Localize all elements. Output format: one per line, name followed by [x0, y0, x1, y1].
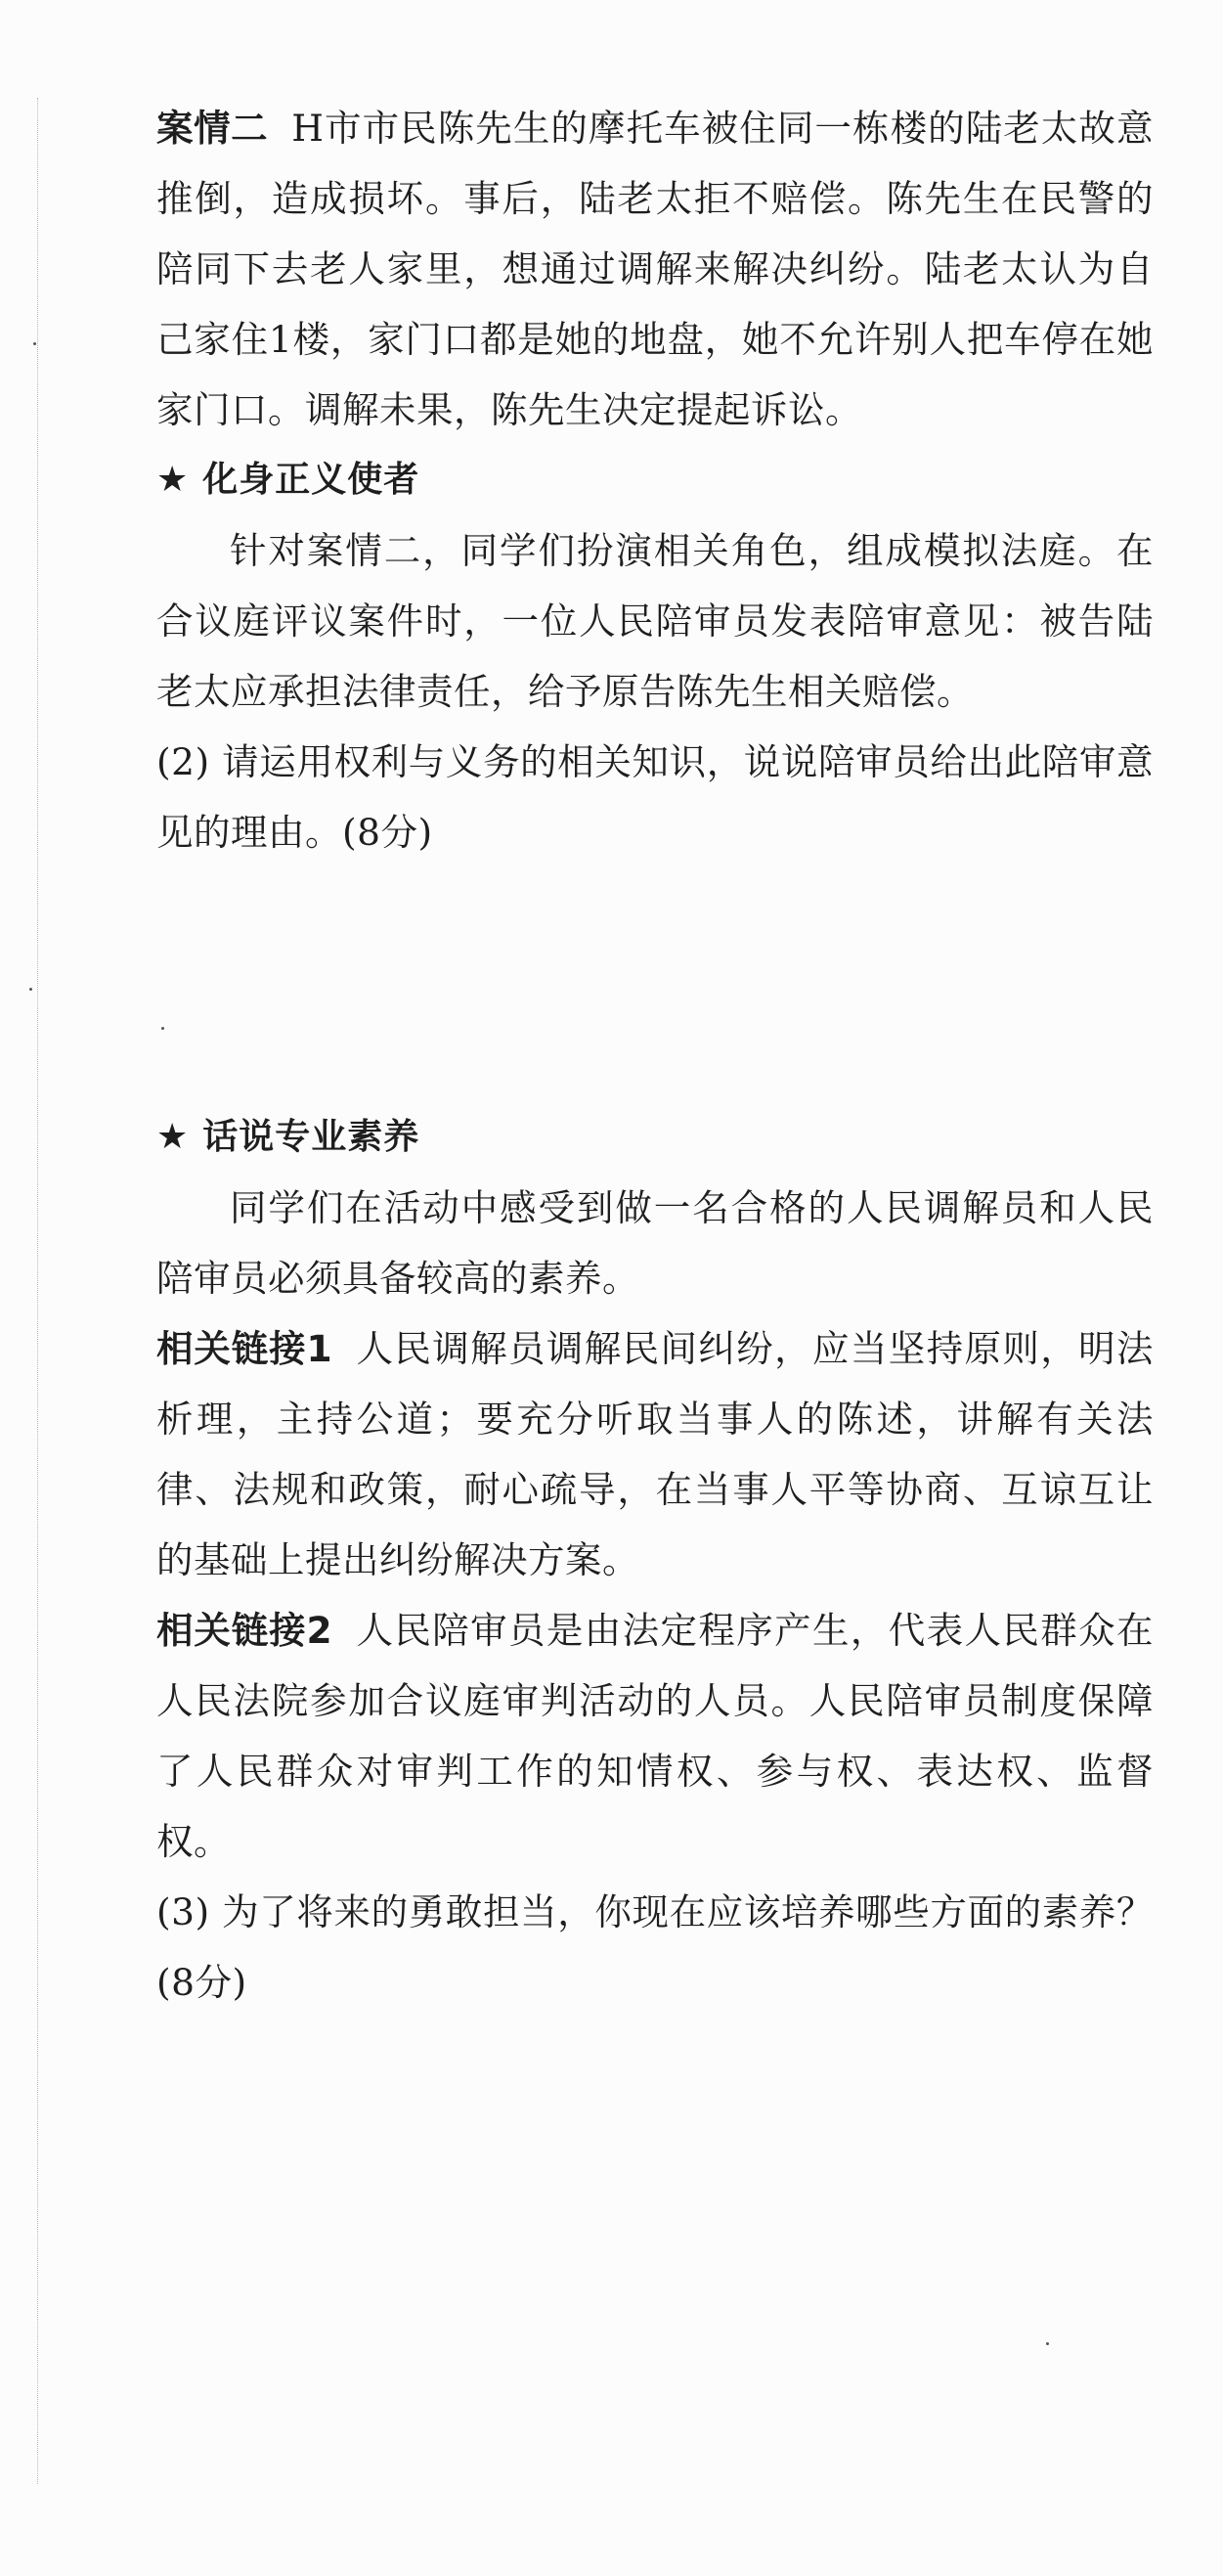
related-link-2-text: 人民陪审员是由法定程序产生，代表人民群众在人民法院参加合议庭审判活动的人员。人民陪审员制度保障了人民群众对审判工作的知情权、参与权、表达权、监督权。 [156, 1609, 1155, 1863]
related-link-2 [156, 1595, 1154, 1877]
section-quality-heading [156, 1102, 1154, 1173]
answer-space-2 [156, 867, 1154, 1102]
scan-speck [33, 342, 36, 345]
section-justice-intro: 针对案情二，同学们扮演相关角色，组成模拟法庭。在合议庭评议案件时，一位人民陪审员发表陪审意见：被告陆老太应承担法律责任，给予原告陈先生相关赔偿。 [156, 529, 1154, 713]
scan-speck [1046, 2342, 1049, 2345]
related-link-2-label: 相关链接2 [156, 1609, 332, 1652]
star-icon: ★ [156, 460, 190, 500]
case2-label: 案情二 [156, 107, 269, 150]
related-link-1-text: 人民调解员调解民间纠纷，应当坚持原则，明法析理，主持公道；要充分听取当事人的陈述，讲解有关法律、法规和政策，耐心疏导，在当事人平等协商、互谅互让的基础上提出纠纷解决方案。 [156, 1327, 1155, 1581]
page-content [156, 93, 1154, 2018]
case2-paragraph [156, 93, 1154, 445]
margin-dotted-line [37, 98, 38, 2484]
section-quality-title: 话说专业素养 [202, 1117, 420, 1157]
related-link-1-label: 相关链接1 [156, 1327, 332, 1370]
star-icon: ★ [156, 1117, 190, 1157]
section-justice-heading [156, 445, 1154, 515]
question-2: (2) 请运用权利与义务的相关知识，说说陪审员给出此陪审意见的理由。(8分) [156, 740, 1154, 854]
section-justice-title: 化身正义使者 [202, 460, 420, 500]
related-link-1 [156, 1313, 1154, 1595]
question-3: (3) 为了将来的勇敢担当，你现在应该培养哪些方面的素养？(8分) [156, 1890, 1154, 2004]
case2-text: H市市民陈先生的摩托车被住同一栋楼的陆老太故意推倒，造成损坏。事后，陆老太拒不赔偿。陈先生在民警的陪同下去老人家里，想通过调解来解决纠纷。陆老太认为自己家住1楼，家门口都是她的地盘，她不允许别人把车停在她家门口。调解未果，陈先生决定提起诉讼。 [156, 107, 1155, 431]
section-quality-intro: 同学们在活动中感受到做一名合格的人民调解员和人民陪审员必须具备较高的素养。 [156, 1186, 1154, 1300]
scan-speck [29, 988, 32, 991]
